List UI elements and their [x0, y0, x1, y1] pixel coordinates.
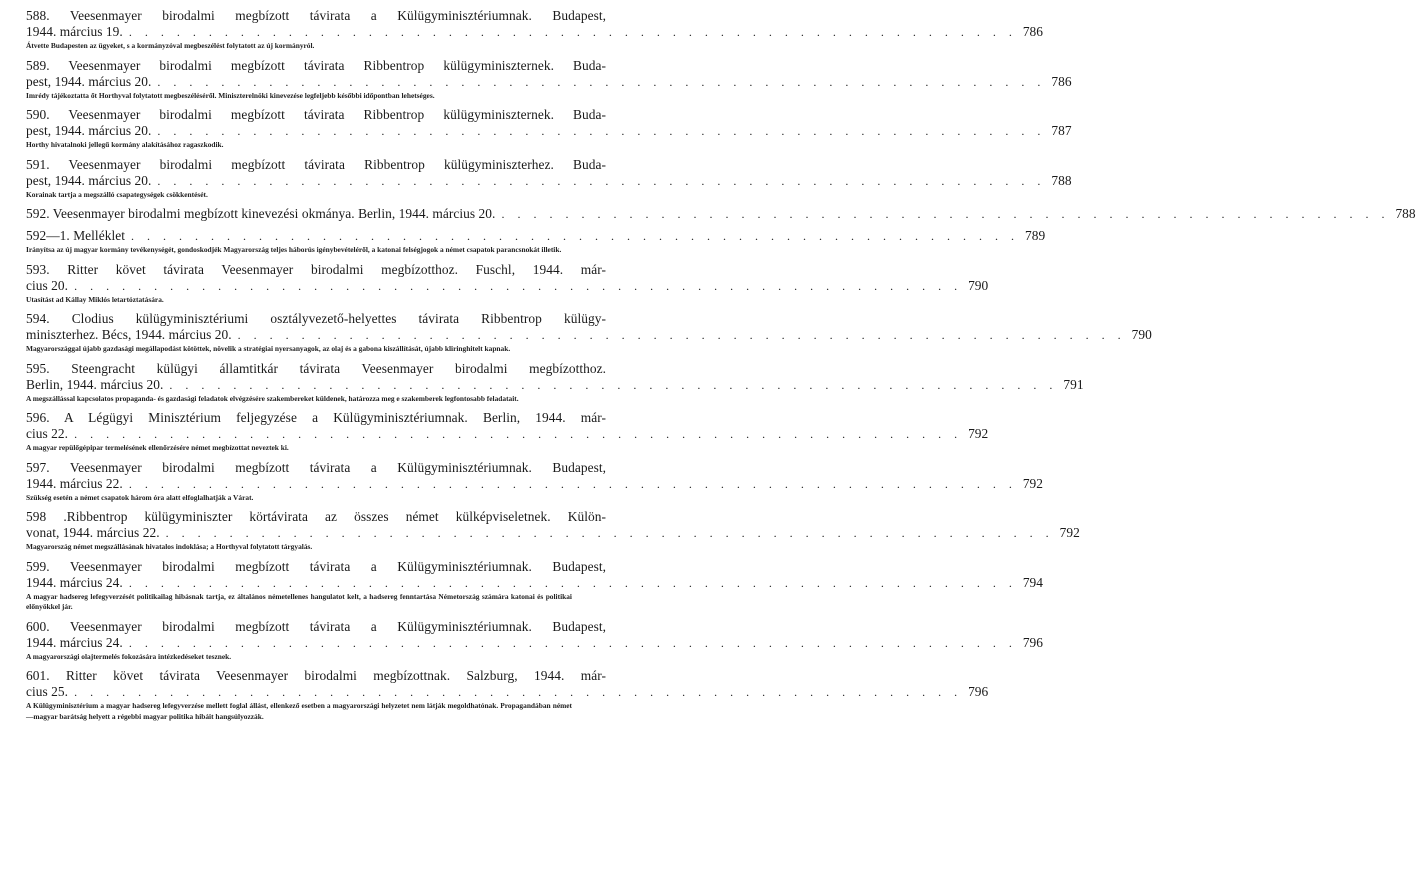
entry-title-end: 1944. március 19.: [26, 24, 123, 39]
entry-summary: A megszállással kapcsolatos propaganda- és gazdasági feladatok elvégzésére szakembereket küldenek, határozza meg e szakemberek legfontosabb feladatait.: [26, 393, 519, 403]
entry-title-line: 598 .Ribbentrop külügyminiszter körtávirata az összes német külképviseletnek. Külön-: [26, 509, 606, 524]
page-number[interactable]: 788: [1051, 172, 1072, 188]
entry-title-line: 589. Veesenmayer birodalmi megbízott távirata Ribbentrop külügyminiszternek. Buda-: [26, 57, 606, 73]
entry-summary: Szükség esetén a német csapatok három óra alatt elfoglalhatják a Várat.: [26, 492, 254, 502]
entry-title: [26, 206, 1416, 222]
page-number[interactable]: 788: [1395, 206, 1416, 221]
toc-entry[interactable]: [26, 311, 1152, 355]
entry-title-end: 592—1. Melléklet: [26, 228, 125, 243]
entry-title: [26, 509, 1080, 541]
entry-title: [26, 57, 1072, 90]
entry-title-end: 1944. március 24.: [26, 574, 123, 590]
entry-summary: Utasítást ad Kállay Miklós letartóztatására.: [26, 294, 164, 304]
leader-dots: . . . . . . . . . . . . . . . . . . . . . . . . . . . . . . . . . . . . . . . . . . . . . . . . . . . . . . . .: [74, 685, 963, 699]
entry-last-line: [26, 634, 1044, 651]
leader-dots: . . . . . . . . . . . . . . . . . . . . . . . . . . . . . . . . . . . . . . . . . . . . . . . . . . . . . . . .: [128, 635, 1017, 650]
entry-title: [26, 261, 989, 294]
toc-entry[interactable]: [26, 618, 1044, 663]
entry-title-line: 591. Veesenmayer birodalmi megbízott távirata Ribbentrop külügyminiszterhez. Buda-: [26, 156, 606, 172]
toc-entry[interactable]: [26, 459, 1044, 504]
toc-entry[interactable]: [26, 410, 989, 454]
entry-title-line: 595. Steengracht külügyi államtitkár távirata Veesenmayer birodalmi megbízotthoz.: [26, 360, 606, 376]
page-number[interactable]: 796: [968, 684, 989, 699]
entry-last-line: [26, 574, 1044, 591]
entry-summary: A magyar repülőgépipar termelésének ellenőrzésére német megbízottat neveztek ki.: [26, 443, 289, 452]
entry-last-line: [26, 684, 989, 700]
page-number[interactable]: 792: [1022, 475, 1044, 491]
entry-title-end: cius 22.: [26, 426, 69, 441]
page-number[interactable]: 786: [1022, 24, 1044, 39]
leader-dots: . . . . . . . . . . . . . . . . . . . . . . . . . . . . . . . . . . . . . . . . . . . . . . . . . . . . . . . .: [169, 377, 1058, 392]
entry-last-line: [26, 228, 1046, 244]
entry-title-line: 588. Veesenmayer birodalmi megbízott távirata a Külügyminisztériumnak. Budapest,: [26, 8, 606, 23]
entry-title: [26, 410, 989, 442]
entry-title-line: 594. Clodius külügyminisztériumi osztályvezető-helyettes távirata Ribbentrop külügy-: [26, 311, 606, 326]
toc-entry[interactable]: [26, 156, 1072, 201]
leader-dots: . . . . . . . . . . . . . . . . . . . . . . . . . . . . . . . . . . . . . . . . . . . . . . . . . . . . . . . .: [128, 476, 1017, 491]
entry-title: [26, 107, 1072, 139]
entry-last-line: [26, 475, 1044, 492]
entry-title-line: 599. Veesenmayer birodalmi megbízott távirata a Külügyminisztériumnak. Budapest,: [26, 558, 606, 574]
entry-title: [26, 618, 1044, 651]
entry-last-line: [26, 376, 1084, 393]
entry-title-end: miniszterhez. Bécs, 1944. március 20.: [26, 327, 232, 342]
entry-title: [26, 459, 1044, 492]
leader-dots: . . . . . . . . . . . . . . . . . . . . . . . . . . . . . . . . . . . . . . . . . . . . . . . . . . . . . . . .: [74, 278, 963, 293]
entry-summary: Magyarország német megszállásának hivatalos indoklása; a Horthyval folytatott tárgyalás.: [26, 542, 313, 551]
entry-title-line: 590. Veesenmayer birodalmi megbízott távirata Ribbentrop külügyminiszternek. Buda-: [26, 107, 606, 122]
page-number[interactable]: 792: [968, 426, 989, 441]
entry-last-line: [26, 327, 1152, 343]
entry-title-end: 1944. március 24.: [26, 634, 123, 650]
entry-title: [26, 311, 1152, 343]
page-number[interactable]: 789: [1024, 228, 1046, 243]
entry-title: [26, 668, 989, 700]
entry-title-end: 592. Veesenmayer birodalmi megbízott kinevezési okmánya. Berlin, 1944. március 20.: [26, 206, 496, 221]
entry-title-end: pest, 1944. március 20.: [26, 172, 152, 188]
toc-entry[interactable]: [26, 558, 1044, 613]
leader-dots: . . . . . . . . . . . . . . . . . . . . . . . . . . . . . . . . . . . . . . . . . . . . . . . . . . . . . . . .: [501, 207, 1390, 221]
entry-title: [26, 228, 1046, 244]
entry-last-line: [26, 73, 1072, 90]
toc-entry[interactable]: [26, 206, 1416, 222]
entry-summary: A magyar hadsereg lefegyverzését politikailag hibásnak tartja, ez általános németellenes hangulatot kelt, a hadsereg fenntartása Németország számára katonai és politikai előnyökkel jár.: [26, 591, 572, 611]
leader-dots: . . . . . . . . . . . . . . . . . . . . . . . . . . . . . . . . . . . . . . . . . . . . . . . . . . . . . . . .: [157, 173, 1046, 188]
page-number[interactable]: 791: [1063, 376, 1084, 392]
entry-summary: Irányítsa az új magyar kormány tevékenységét, gondoskodjék Magyarország teljes háborús igénybevételéről, a katonai felségjogok a német csapatok parancsnokát illetik.: [26, 245, 562, 254]
leader-dots: . . . . . . . . . . . . . . . . . . . . . . . . . . . . . . . . . . . . . . . . . . . . . . . . . . . . . . . .: [157, 124, 1046, 138]
entry-summary: A Külügyminisztérium a magyar hadsereg lefegyverzése mellett foglal állást, ellenkező esetben a magyarországi helyzetet nem látják megoldhatónak. Propagandában német—magyar barátság helyett a régebbi magyar politika hibáit hangsúlyozzák.: [26, 701, 572, 721]
entry-last-line: [26, 24, 1044, 40]
leader-dots: . . . . . . . . . . . . . . . . . . . . . . . . . . . . . . . . . . . . . . . . . . . . . . . . . . . . . . . .: [157, 74, 1046, 89]
entry-title: [26, 360, 1084, 393]
entry-last-line: [26, 277, 989, 294]
toc-entry[interactable]: [26, 261, 989, 306]
entry-last-line: [26, 123, 1072, 139]
entry-summary: Korainak tartja a megszálló csapategységek csökkentését.: [26, 189, 208, 199]
entry-title-line: 597. Veesenmayer birodalmi megbízott távirata a Külügyminisztériumnak. Budapest,: [26, 459, 606, 475]
toc-entry[interactable]: [26, 360, 1084, 405]
leader-dots: . . . . . . . . . . . . . . . . . . . . . . . . . . . . . . . . . . . . . . . . . . . . . . . . . . . . . . . .: [237, 328, 1126, 342]
entry-summary: Horthy hivatalnoki jellegű kormány alakításához ragaszkodik.: [26, 140, 224, 149]
leader-dots: . . . . . . . . . . . . . . . . . . . . . . . . . . . . . . . . . . . . . . . . . . . . . . . . . . . . . . . .: [165, 526, 1054, 540]
toc-entry[interactable]: [26, 228, 1046, 256]
page-number[interactable]: 796: [1022, 634, 1044, 650]
entry-title-line: 593. Ritter követ távirata Veesenmayer birodalmi megbízotthoz. Fuschl, 1944. már-: [26, 261, 606, 277]
page-number[interactable]: 790: [968, 277, 989, 293]
entry-title: [26, 558, 1044, 591]
entry-summary: Magyarországgal újabb gazdasági megállapodást kötöttek, növelik a stratégiai nyersanyagok, az olaj és a gabona kiszállítását, újabb kliringhitelt kapnak.: [26, 344, 511, 353]
entry-title-line: 596. A Légügyi Minisztérium feljegyzése a Külügyminisztériumnak. Berlin, 1944. már-: [26, 410, 606, 425]
entry-title-end: cius 25.: [26, 684, 69, 699]
entry-title-end: pest, 1944. március 20.: [26, 123, 152, 138]
toc-entry[interactable]: [26, 668, 989, 722]
page-number[interactable]: 794: [1022, 574, 1044, 590]
entry-title-line: 601. Ritter követ távirata Veesenmayer birodalmi megbízottnak. Salzburg, 1944. már-: [26, 668, 606, 683]
leader-dots: . . . . . . . . . . . . . . . . . . . . . . . . . . . . . . . . . . . . . . . . . . . . . . . . . . . . . . . .: [74, 427, 963, 441]
entry-last-line: [26, 426, 989, 442]
toc-entry[interactable]: [26, 509, 1080, 553]
page-number[interactable]: 787: [1051, 123, 1072, 138]
entry-summary: A magyarországi olajtermelés fokozására intézkedéseket tesznek.: [26, 651, 232, 661]
entry-title-end: vonat, 1944. március 22.: [26, 525, 160, 540]
entry-title-end: 1944. március 22.: [26, 475, 123, 491]
entry-last-line: [26, 525, 1080, 541]
leader-dots: . . . . . . . . . . . . . . . . . . . . . . . . . . . . . . . . . . . . . . . . . . . . . . . . . . . . . . . .: [128, 575, 1017, 590]
toc-entry[interactable]: [26, 57, 1072, 102]
page-number[interactable]: 786: [1051, 73, 1072, 89]
toc-entry[interactable]: [26, 107, 1072, 151]
entry-last-line: [26, 206, 1416, 222]
leader-dots: . . . . . . . . . . . . . . . . . . . . . . . . . . . . . . . . . . . . . . . . . . . . . . . . . . . . . . . .: [130, 229, 1019, 243]
entry-title-end: cius 20.: [26, 277, 69, 293]
entry-title-end: Berlin, 1944. március 20.: [26, 376, 164, 392]
page-number[interactable]: 790: [1131, 327, 1152, 342]
entry-last-line: [26, 172, 1072, 189]
entry-summary: Átvette Budapesten az ügyeket, s a kormányzóval megbeszélést folytatott az új kormányról.: [26, 41, 315, 50]
entry-title: [26, 156, 1072, 189]
page-number[interactable]: 792: [1059, 525, 1080, 540]
entry-title: [26, 8, 1044, 40]
toc-entry[interactable]: [26, 8, 1044, 52]
entry-title-line: 600. Veesenmayer birodalmi megbízott távirata a Külügyminisztériumnak. Budapest,: [26, 618, 606, 634]
leader-dots: . . . . . . . . . . . . . . . . . . . . . . . . . . . . . . . . . . . . . . . . . . . . . . . . . . . . . . . .: [128, 25, 1017, 39]
entry-title-end: pest, 1944. március 20.: [26, 73, 152, 89]
entry-summary: Imrédy tájékoztatta őt Horthyval folytatott megbeszéléséről. Miniszterelnöki kinevezése legfeljebb későbbi időpontban lehetséges.: [26, 90, 435, 100]
